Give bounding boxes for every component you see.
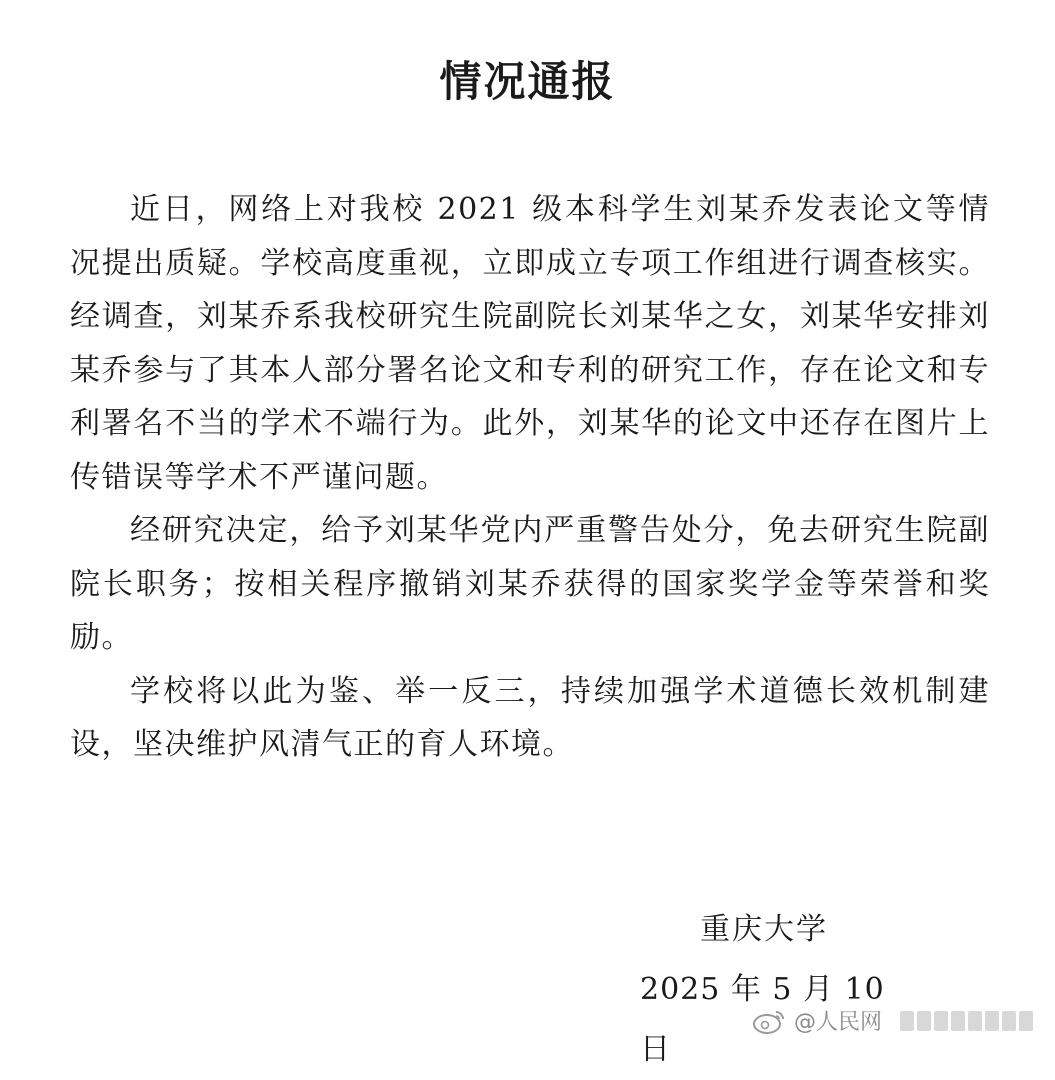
watermark-text: @人民网 xyxy=(793,1010,882,1035)
paragraph-commitment: 学校将以此为鉴、举一反三，持续加强学术道德长效机制建设，坚决维护风清气正的育人环境。 xyxy=(70,673,990,762)
watermark xyxy=(752,1005,1033,1036)
signature-block xyxy=(640,900,900,1080)
watermark-bars xyxy=(900,1011,1033,1031)
document-title: 情况通报 xyxy=(439,57,616,106)
paragraph-decision: 经研究决定，给予刘某华党内严重警告处分，免去研究生院副院长职务；按相关程序撤销刘某乔获得的国家奖学金等荣誉和奖励。 xyxy=(70,513,990,655)
document-body xyxy=(70,183,990,772)
signature-organization: 重庆大学 xyxy=(700,912,828,947)
paragraph-investigation: 近日，网络上对我校 2021 级本科学生刘某乔发表论文等情况提出质疑。学校高度重视，立即成立专项工作组进行调查核实。经调查，刘某乔系我校研究生院副院长刘某华之女，刘某华安排刘某乔参与了其本人部分署名论文和专利的研究工作，存在论文和专利署名不当的学术不端行为。此外，刘某华的论文中还存在图片上传错误等学术不严谨问题。 xyxy=(70,192,990,495)
signature-date: 2025 年 5 月 10 日 xyxy=(640,972,885,1067)
weibo-icon xyxy=(752,1007,786,1035)
